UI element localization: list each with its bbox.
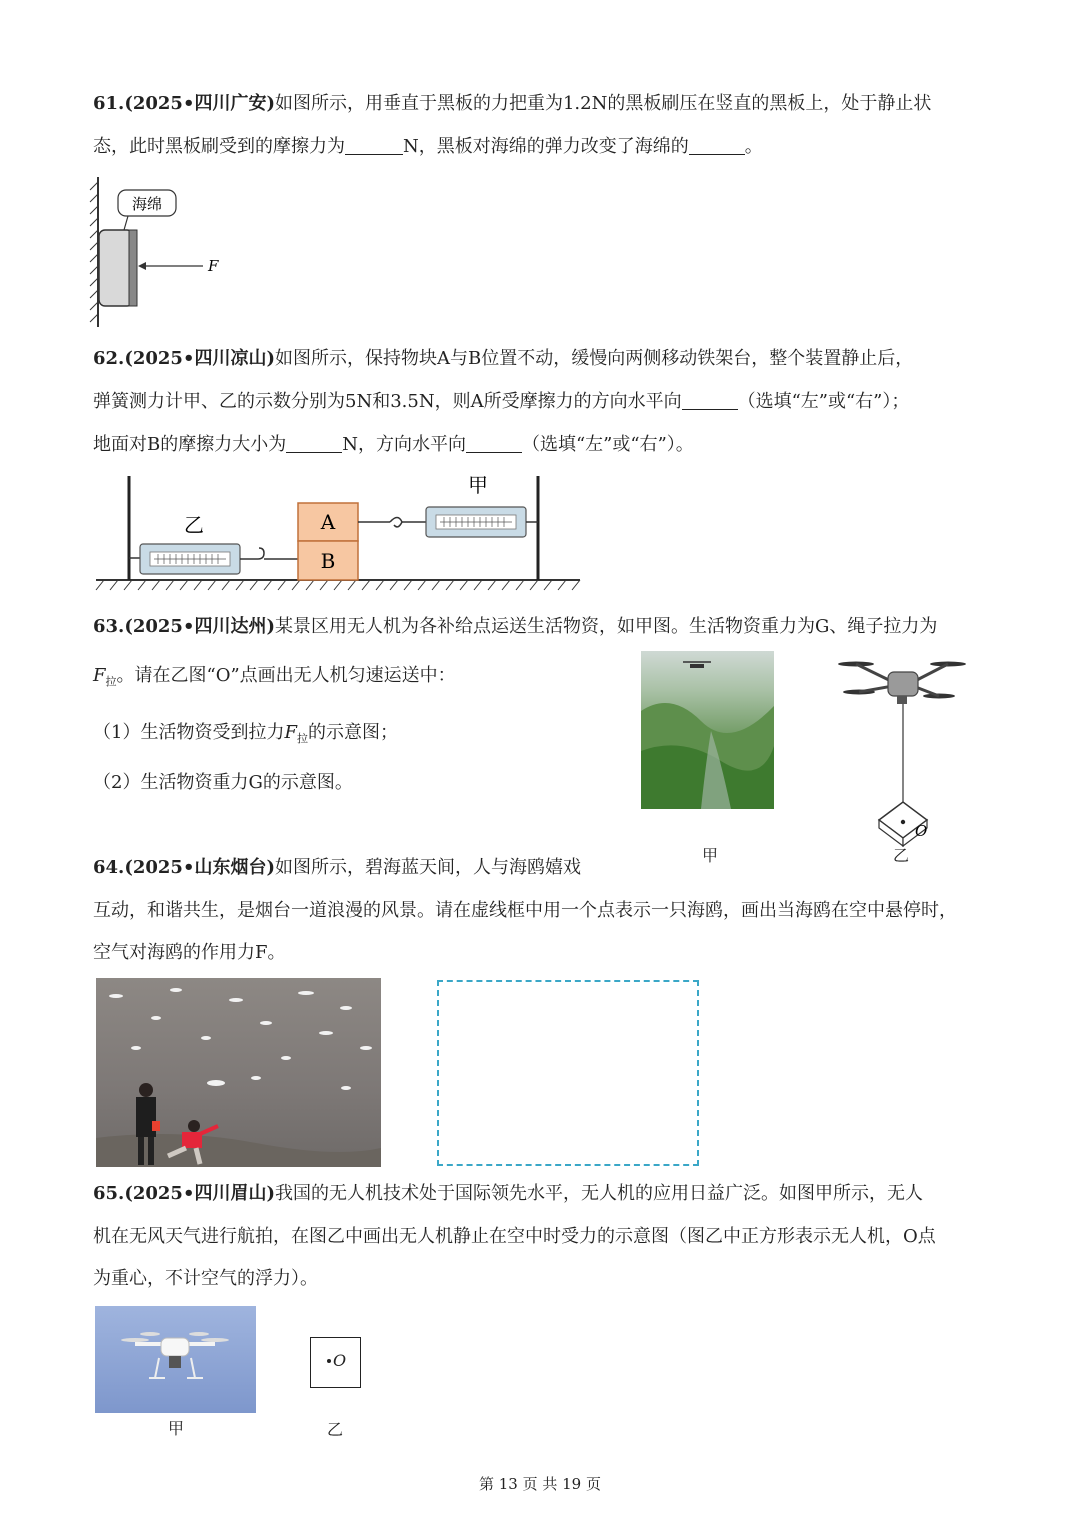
q65-number: 65. — [93, 1183, 125, 1204]
q65-line1 — [93, 1182, 923, 1206]
block-b-label: B — [320, 549, 336, 573]
spring-scale-jia — [358, 507, 538, 537]
q61-number: 61. — [93, 93, 125, 114]
sponge-label: 海绵 — [131, 195, 163, 213]
q65-source: (2025•四川眉山) — [124, 1183, 275, 1204]
q65-line2 — [93, 1225, 936, 1249]
q62-figure — [92, 470, 587, 600]
force-label: F — [208, 257, 219, 275]
label-yi: 乙 — [184, 513, 204, 537]
q63-item1 — [93, 721, 398, 751]
block-a-label: A — [320, 510, 336, 534]
q61-blank-2[interactable] — [689, 136, 745, 155]
brush-back — [129, 230, 137, 306]
q63-item2 — [93, 771, 353, 795]
spring-scale-yi — [129, 544, 298, 574]
q64-answer-box[interactable] — [437, 980, 699, 1166]
label-jia: 甲 — [468, 473, 488, 497]
q62-line1 — [93, 347, 913, 371]
seagulls — [109, 988, 372, 1090]
q63-caption-jia: 甲 — [702, 846, 719, 865]
q63-caption-yi: 乙 — [893, 846, 910, 865]
q63-photo-content — [641, 651, 774, 809]
q63-text-2: 。请在乙图“O”点画出无人机匀速运送中： — [116, 665, 456, 686]
q61-text-1: 如图所示，用垂直于黑板的力把重为1.2N的黑板刷压在竖直的黑板上，处于静止状 — [274, 93, 932, 114]
q63-line1 — [93, 615, 937, 639]
q63-item1-a: （1）生活物资受到拉力 — [93, 722, 285, 743]
drone-icon — [838, 662, 966, 705]
q63-f-sub: 拉 — [105, 675, 117, 688]
q62-source: (2025•四川凉山) — [124, 348, 275, 369]
q62-text-3b: N，方向水平向 — [342, 434, 466, 455]
point-o-label: O — [333, 1351, 347, 1370]
q65-text-2: 机在无风天气进行航拍，在图乙中画出无人机静止在空中时受力的示意图（图乙中正方形表示无人机，O点 — [93, 1226, 936, 1247]
q63-item2-text: （2）生活物资重力G的示意图。 — [93, 772, 353, 793]
q61-line2 — [93, 135, 763, 159]
q62-line2 — [93, 390, 909, 414]
q64-photo — [96, 978, 381, 1167]
q64-line2 — [93, 899, 957, 923]
q64-text-3: 空气对海鸥的作用力F。 — [93, 942, 286, 963]
q61-blank-1[interactable] — [345, 136, 403, 155]
q65-text-3: 为重心，不计空气的浮力）。 — [93, 1268, 318, 1289]
ground-hatching — [96, 580, 580, 590]
drone-small-icon — [683, 662, 711, 668]
q62-line3 — [93, 433, 694, 457]
q65-photo-jia — [95, 1306, 256, 1413]
q63-item1-f: F — [284, 722, 297, 743]
sponge — [99, 230, 133, 306]
q63-line2 — [93, 664, 456, 694]
wall-hatching — [90, 182, 98, 322]
q62-blank-1[interactable] — [682, 391, 738, 410]
q63-number: 63. — [93, 616, 125, 637]
q65-line3 — [93, 1267, 318, 1291]
q62-text-1: 如图所示，保持物块A与B位置不动，缓慢向两侧移动铁架台，整个装置静止后， — [274, 348, 914, 369]
q65-drone-square — [310, 1337, 361, 1388]
q63-item1-sub: 拉 — [296, 732, 308, 745]
point-o-label: O — [915, 822, 928, 840]
q65-caption-yi: 乙 — [327, 1420, 344, 1439]
q64-number: 64. — [93, 857, 125, 878]
q62-blank-3[interactable] — [466, 434, 522, 453]
q64-text-1: 如图所示，碧海蓝天间，人与海鸥嬉戏 — [274, 857, 581, 878]
q64-line3 — [93, 941, 286, 965]
q61-text-2a: 态，此时黑板刷受到的摩擦力为 — [93, 136, 345, 157]
q61-text-2b: N，黑板对海绵的弹力改变了海绵的 — [403, 136, 689, 157]
q63-item1-b: 的示意图； — [307, 722, 398, 743]
q63-figure-yi — [835, 652, 975, 847]
q64-line1 — [93, 856, 581, 880]
q63-f-symbol: F — [93, 665, 106, 686]
q62-text-3a: 地面对B的摩擦力大小为 — [93, 434, 287, 455]
q62-text-2b: （选填“左”或“右”）； — [737, 391, 910, 412]
q65-photo-content — [95, 1306, 256, 1413]
q62-number: 62. — [93, 348, 125, 369]
q61-source: (2025•四川广安) — [124, 93, 275, 114]
q65-caption-jia: 甲 — [168, 1419, 185, 1438]
q62-blank-2[interactable] — [286, 434, 342, 453]
center-of-gravity-dot — [327, 1359, 331, 1363]
q62-text-3c: （选填“左”或“右”）。 — [521, 434, 694, 455]
q64-photo-content — [96, 978, 381, 1167]
q61-line1 — [93, 92, 931, 116]
q61-figure — [88, 172, 238, 332]
q64-text-2: 互动，和谐共生，是烟台一道浪漫的风景。请在虚线框中用一个点表示一只海鸥，画出当海鸥在空中悬停时， — [93, 900, 957, 921]
q61-text-2c: 。 — [744, 136, 763, 157]
q63-text-1: 某景区用无人机为各补给点运送生活物资，如甲图。生活物资重力为G、绳子拉力为 — [274, 616, 938, 637]
q64-source: (2025•山东烟台) — [124, 857, 275, 878]
drone-white-icon — [121, 1332, 229, 1378]
page-footer: 第 13 页 共 19 页 — [478, 1475, 601, 1493]
q63-photo-jia — [641, 651, 774, 809]
q62-text-2a: 弹簧测力计甲、乙的示数分别为5N和3.5N，则A所受摩擦力的方向水平向 — [93, 391, 682, 412]
q63-source: (2025•四川达州) — [124, 616, 275, 637]
q65-text-1: 我国的无人机技术处于国际领先水平，无人机的应用日益广泛。如图甲所示，无人 — [274, 1183, 923, 1204]
